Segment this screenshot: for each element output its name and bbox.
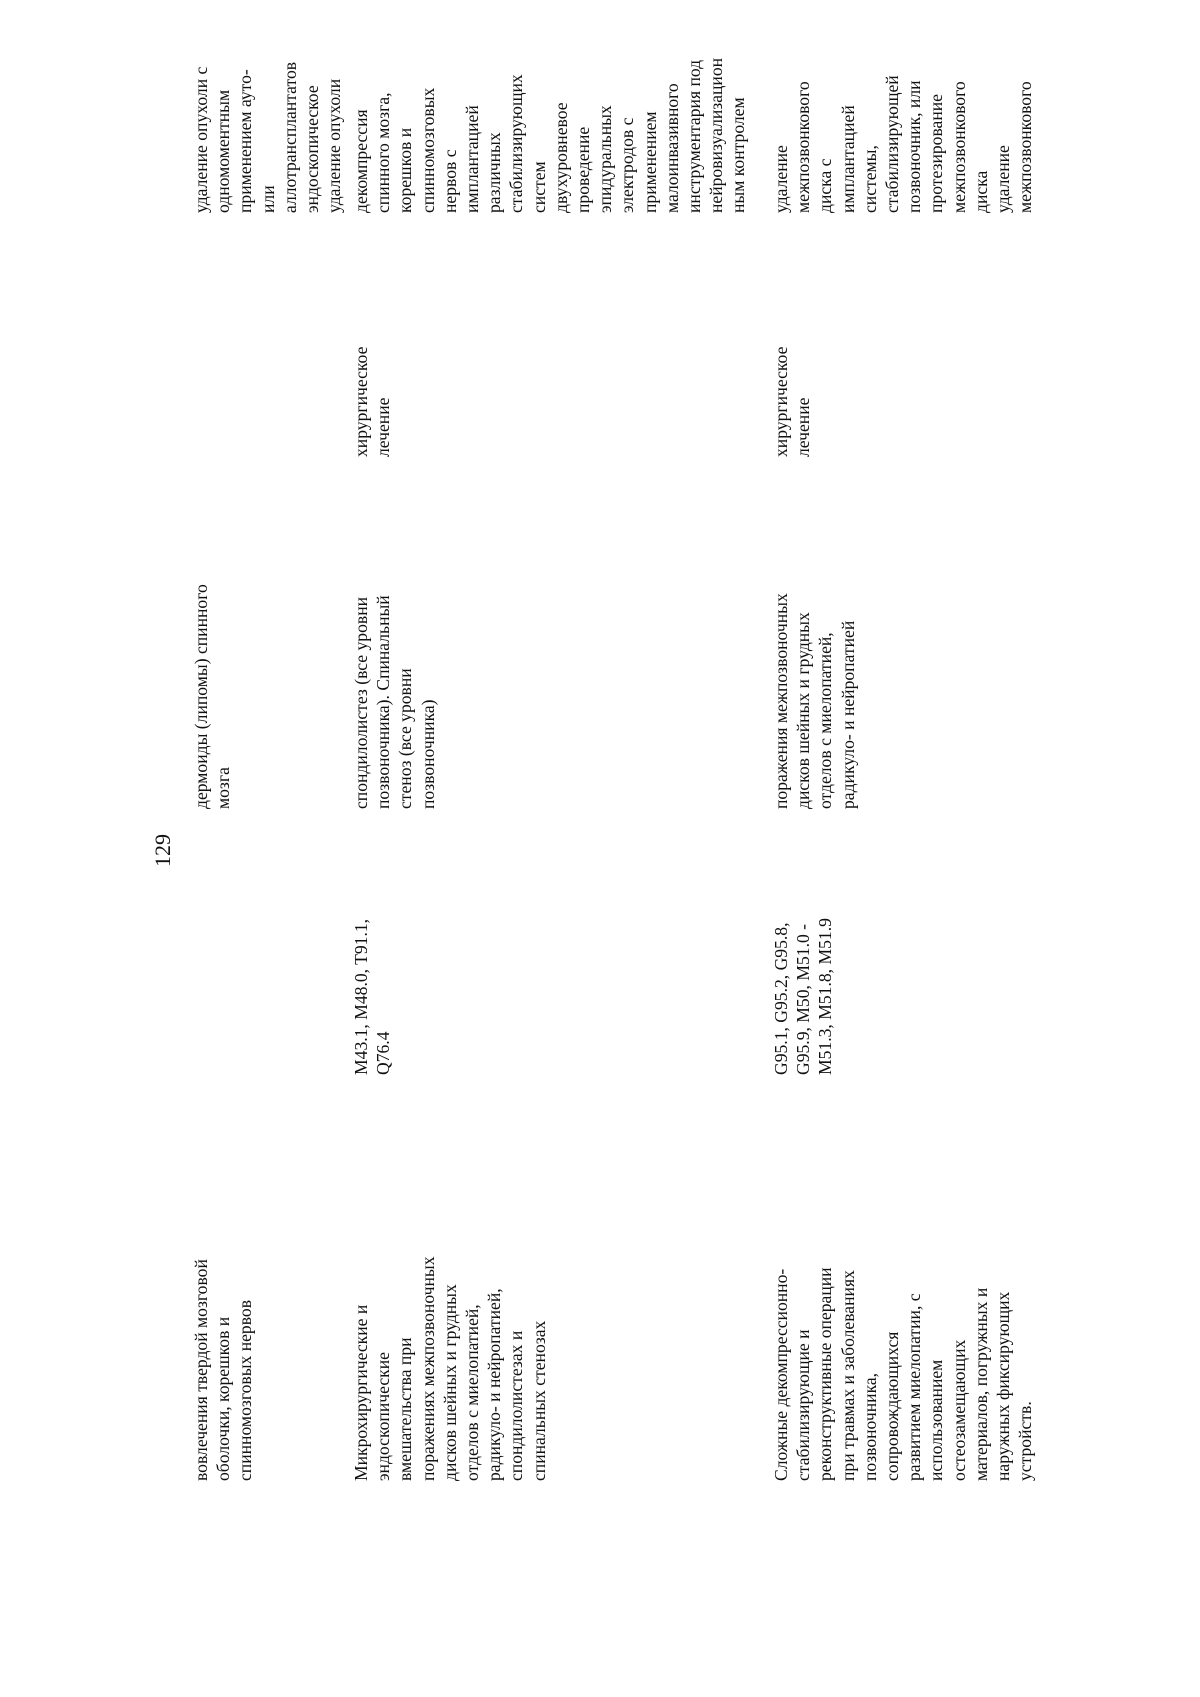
row3-diagnosis: поражения межпозвоночных дисков шейных и грудных отделов с миелопатией, радикуло- и нейропатией: [771, 593, 858, 809]
row1-treatment-method: удаление опухоли с одномоментным применением ауто- или аллотрансплантатов эндоскопическое удаление опухоли: [191, 61, 345, 213]
row2-treatment-type: хирургическое лечение: [351, 346, 394, 457]
page-number: 129: [150, 834, 175, 867]
row3-icd-codes: G95.1, G95.2, G95.8, G95.9, M50, M51.0 - M51.3, M51.8, M51.9: [771, 918, 836, 1075]
row1-condition-group: вовлечения твердой мозговой оболочки, корешков и спинномозговых нервов: [191, 1259, 256, 1481]
row2-condition-group: Микрохирургические и эндоскопические вмешательства при поражениях межпозвоночных дисков шейных и грудных отделов с миелопатией, радикуло- и нейропатией, спондилолистезах и спинальных стенозах: [351, 1256, 549, 1481]
row3-condition-group: Сложные декомпрессионно- стабилизирующие и реконструктивные операции при травмах и заболеваниях позвоночника, сопровождающихся развитием миелопатии, с использованием остеозамещающих материалов, погружных и наружных фиксирующих устройств.: [771, 1267, 1036, 1481]
row2-icd-codes: M43.1, M48.0, T91.1, Q76.4: [351, 918, 394, 1075]
row2-diagnosis: спондилолистез (все уровни позвоночника). Спинальный стеноз (все уровни позвоночника): [351, 595, 438, 809]
row2-treatment-method: декомпрессия спинного мозга, корешков и спинномозговых нервов с имплантацией различных стабилизирующих систем двухуровневое проведение эпидуральных электродов с применением малоинвазивного инструментария под нейровизуализацион ным контролем: [351, 57, 749, 213]
row1-diagnosis: дермоиды (липомы) спинного мозга: [191, 584, 234, 809]
row3-treatment-method: удаление межпозвонкового диска с имплантацией системы, стабилизирующей позвоночник, или протезирование межпозвонкового диска удаление межпозвонкового: [771, 75, 1036, 213]
row3-treatment-type: хирургическое лечение: [771, 346, 814, 457]
